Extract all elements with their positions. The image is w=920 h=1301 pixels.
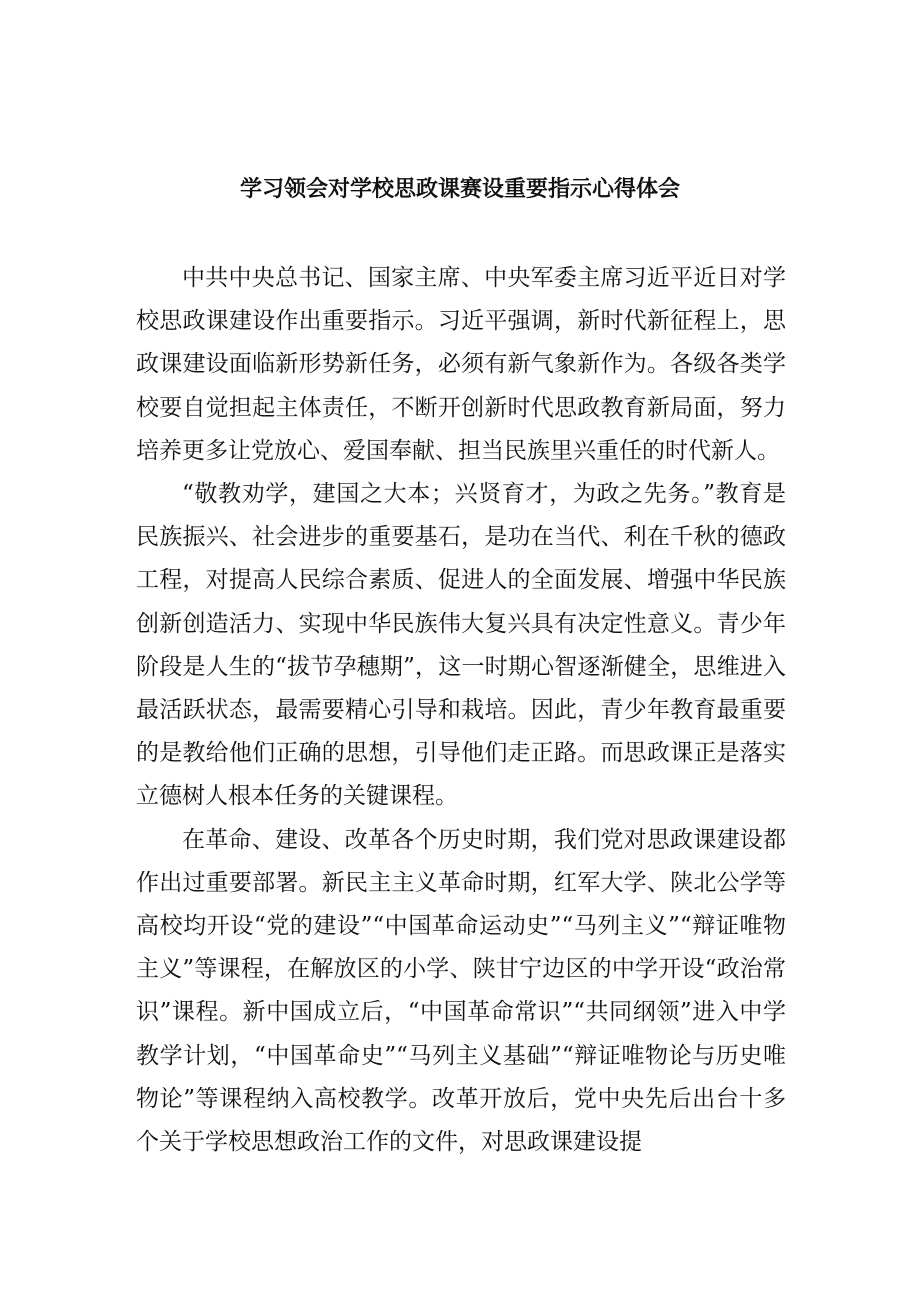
paragraph-2: “敬教劝学，建国之大本；兴贤育才，为政之先务。”教育是民族振兴、社会进步的重要基石，是功在当代、利在千秋的德政工程，对提高人民综合素质、促进人的全面发展、增强中华民族创新创造活力、实现中华民族伟大复兴具有决定性意义。青少年阶段是人生的“拔节孕穗期”，这一时期心智逐渐健全，思维进入最活跃状态，最需要精心引导和栽培。因此，青少年教育最重要的是教给他们正确的思想，引导他们走正路。而思政课正是落实立德树人根本任务的关键课程。: [136, 481, 786, 810]
paragraph-1: 中共中央总书记、国家主席、中央军委主席习近平近日对学校思政课建设作出重要指示。习近平强调，新时代新征程上，思政课建设面临新形势新任务，必须有新气象新作为。各级各类学校要自觉担起主体责任，不断开创新时代思政教育新局面，努力培养更多让党放心、爱国奉献、担当民族里兴重任的时代新人。: [136, 265, 786, 464]
document-title: 学习领会对学校思政课赛设重要指示心得体会: [239, 177, 680, 202]
document-body: [136, 257, 786, 1164]
paragraph-3: 在革命、建设、改革各个历史时期，我们党对思政课建设都作出过重要部署。新民主主义革命时期，红军大学、陕北公学等高校均开设“党的建设”“中国革命运动史”“马列主义”“辩证唯物主义”等课程，在解放区的小学、陕甘宁边区的中学开设“政治常识”课程。新中国成立后，“中国革命常识”“共同纲领”进入中学教学计划，“中国革命史”“马列主义基础”“辩证唯物论与历史唯物论”等课程纳入高校教学。改革开放后，党中央先后出台十多个关于学校思想政治工作的文件，对思政课建设提: [136, 826, 786, 1156]
